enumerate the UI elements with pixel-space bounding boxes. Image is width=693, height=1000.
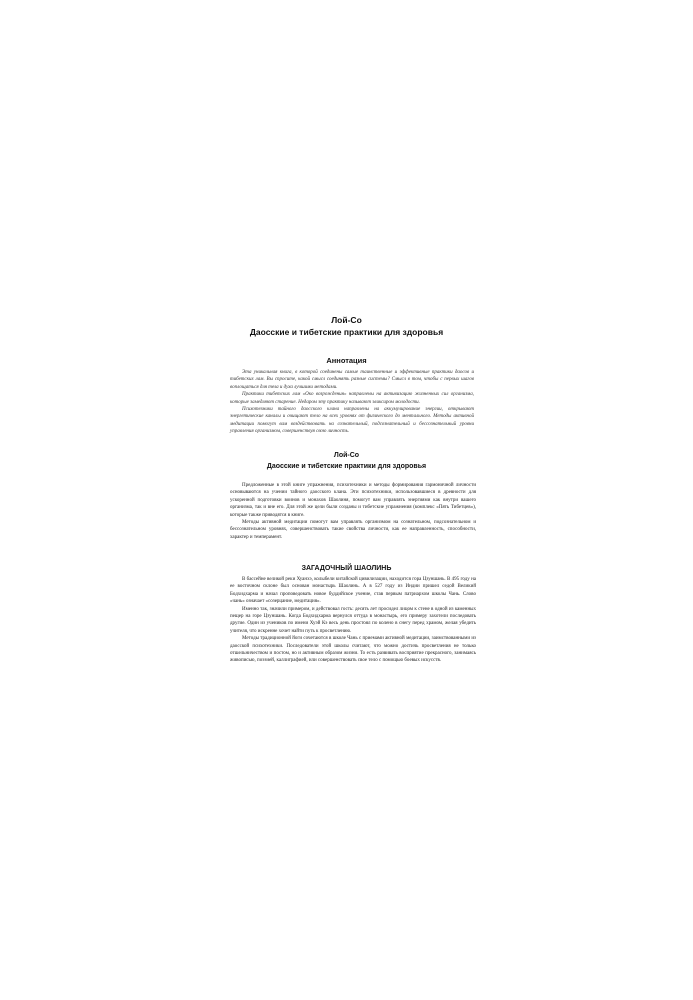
chapter-paragraph: В бассейне великой реки Хуанхэ, колыбели китайской цивилизации, находится гора Цзуншань. В 495 году на ее восточном склоне был основан монастырь Шаолинь. А в 527 году из Индии пришел седой Великий Бодхидхарма и начал проповедовать новое буддийское учение, став первым патриархом школы Чань. Слово «чань» означает «созерцание, медитация».	[230, 577, 476, 605]
annotation-text	[230, 369, 474, 436]
annotation-paragraph: Психотехники тайного даосского клана направлены на аккумулирование энергии, открывают энергетические каналы и очищают тело на всех уровнях от физического до ментального. Методы активной медитации помогут вам воздействовать на сознательный, подсознательный и бессознательный уровни управления организмом, совершенствуя свою личность.	[230, 407, 474, 435]
chapter-text	[230, 576, 476, 665]
annotation-paragraph: Практики тибетских лам «Око возрождения» направлены на активизацию жизненных сил организма, которые замедляют старение. Недаром эту практику называют эликсиром молодости.	[230, 392, 474, 405]
book-title: Даосские и тибетские практики для здоровья	[249, 327, 444, 337]
chapter-paragraph: Именно так, значили примером, и действовал гость: десять лет просидел лицом к стене в одной из каменных пещер на горе Цзуншань. Когда Бодхидхарма вернулся оттуда в монастырь, его примеру захотели последовать другие. Один из учеников по имени Хуэй Кэ весь день простоял по колено в снегу перед храмом, желая убедить учителя, что искренне хочет найти путь к просветлению.	[230, 606, 476, 634]
section-title: Даосские и тибетские практики для здоровья	[266, 463, 427, 470]
intro-paragraph: Методы активной медитации помогут вам управлять организмом на сознательном, подсознательном и бессознательном уровнях, совершенствовать такие свойства личности, как ее направленность, способности, характер и темперамент.	[230, 520, 476, 540]
intro-paragraph: Предложенные в этой книге упражнения, психотехники и методы формирования гармоничной личности основываются на учении тайного даосского клана. Эти психотехники, использовавшиеся в древности для ускоренной подготовки воинов и монахов Шаолиня, помогут вам управлять энергиями как внутри вашего организма, так и вне его. Для этой же цели были созданы и тибетские упражнения (комплекс «Пять Тибетцев»), которые также приводятся в книге.	[230, 483, 476, 518]
author-name: Лой-Со	[331, 315, 362, 325]
section-author: Лой-Со	[333, 452, 360, 459]
chapter-paragraph: Методы традиционной йоги сочетаются в школе Чань с приемами активной медитации, заимствованными из даосской психотехники. Последователи этой школы считают, что можно достичь просветления не только отшельничеством и постом, но и активным образом жизни. То есть развивать восприятие прекрасного, занимаясь живописью, поэзией, каллиграфией, или совершенствовать свое тело с помощью боевых искусств.	[230, 636, 476, 664]
chapter-heading: ЗАГАДОЧНЫЙ ШАОЛИНЬ	[301, 565, 392, 572]
annotation-paragraph: Эта уникальная книга, в которой соединены самые таинственные и эффективные практики даосов и тибетских лам. Вы спросите, какой смысл соединять разные системы? Смысл в том, чтобы с первых шагов воплощаться для тела и духа лучшими методами.	[230, 370, 474, 390]
intro-text	[230, 482, 476, 541]
annotation-heading: Аннотация	[326, 356, 367, 365]
